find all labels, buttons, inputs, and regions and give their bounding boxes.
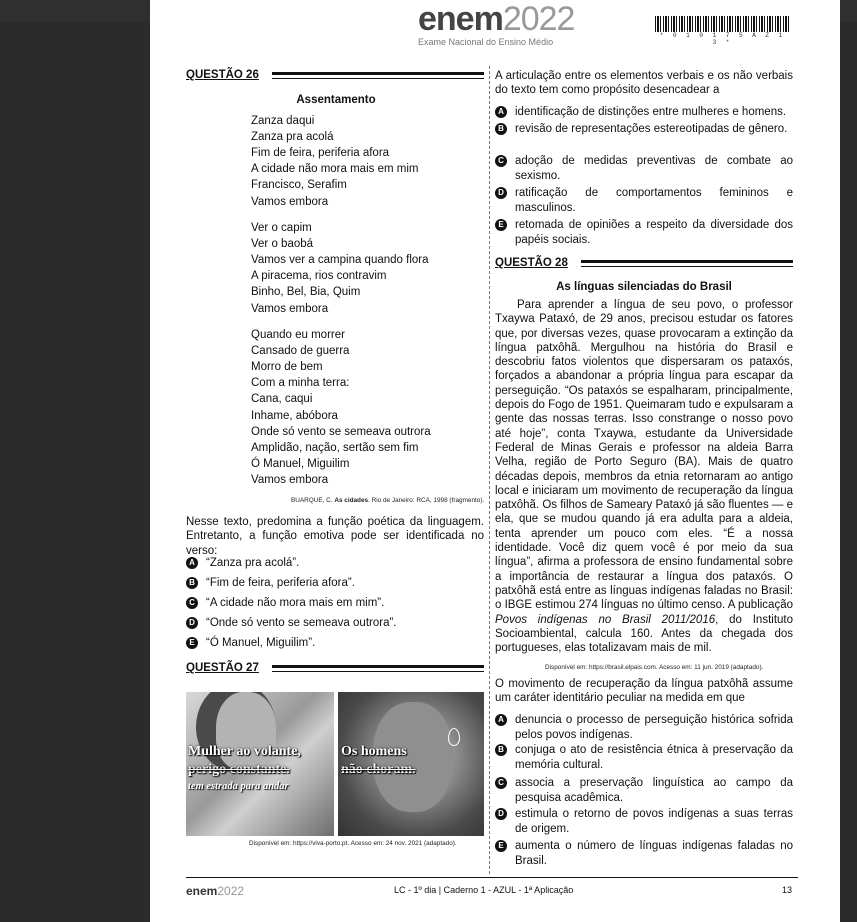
poem-line: Ver o baobá — [251, 238, 314, 251]
poem-line: Com a minha terra: — [251, 377, 350, 390]
question-label: QUESTÃO 27 — [186, 662, 259, 674]
image-caption: perigo constante. — [188, 762, 290, 777]
option-letter-badge: D — [186, 617, 198, 629]
option-text: associa a preservação linguística ao campo da pesquisa acadêmica. — [515, 777, 793, 804]
option-text: ratificação de comportamentos femininos e masculinos. — [515, 187, 793, 214]
header-rule — [272, 665, 484, 672]
column-divider — [489, 66, 490, 874]
option-b[interactable] — [495, 743, 793, 773]
option-e[interactable] — [495, 839, 793, 869]
option-e[interactable] — [495, 218, 793, 248]
option-letter-badge: E — [495, 219, 507, 231]
option-b[interactable] — [495, 122, 793, 152]
option-text: conjuga o ato de resistência étnica à preservação da memória cultural. — [515, 744, 793, 771]
question-26-stem: Nesse texto, predomina a função poética da linguagem. Entretanto, a função emotiva pode ser identificada no verso: — [186, 516, 484, 557]
option-letter-badge: C — [495, 155, 507, 167]
poem-line: Vamos ver a campina quando flora — [251, 254, 429, 267]
question-label: QUESTÃO 28 — [495, 257, 568, 269]
poem-title: Assentamento — [296, 94, 376, 106]
option-letter-badge: E — [495, 840, 507, 852]
option-text: denuncia o processo de perseguição histórica sofrida pelos povos indígenas. — [515, 714, 793, 741]
poem-line: Morro de bem — [251, 361, 323, 374]
poem-line: A piracema, rios contravim — [251, 270, 387, 283]
poem-line: Inhame, abóbora — [251, 409, 338, 422]
option-letter-badge: D — [495, 187, 507, 199]
option-text: “Onde só vento se semeava outrora”. — [206, 617, 397, 629]
poem-line: Vamos embora — [251, 195, 329, 208]
option-letter-badge: D — [495, 808, 507, 820]
option-text: aumenta o número de línguas indígenas faladas no Brasil. — [515, 840, 793, 867]
poem-line: Ó Manuel, Miguilim — [251, 457, 350, 470]
option-text: identificação de distinções entre mulheres e homens. — [515, 106, 787, 118]
poem-line: A cidade não mora mais em mim — [251, 163, 419, 176]
option-d[interactable] — [495, 186, 793, 216]
article-title: As línguas silenciadas do Brasil — [556, 281, 732, 293]
poem-credit: BUARQUE, C. As cidades. Rio de Janeiro: RCA, 1998 (fragmento). — [291, 497, 485, 504]
footer-logo: enem2022 — [186, 884, 245, 898]
option-letter-badge: C — [186, 597, 198, 609]
poem-line: Zanza pra acolá — [251, 131, 334, 144]
option-text: “Ó Manuel, Miguilim”. — [206, 637, 316, 649]
poem-line: Binho, Bel, Bia, Quim — [251, 286, 361, 299]
image-caption: tem estrada para andar — [188, 781, 289, 792]
barcode-text: * 0 1 0 1 7 5 A Z 1 3 * — [659, 32, 786, 46]
poem-line: Onde só vento se semeava outrora — [251, 425, 431, 438]
question-27-header — [186, 662, 484, 676]
option-text: revisão de representações estereotipadas de gênero. — [515, 123, 788, 135]
article-text: Para aprender a língua de seu povo, o professor Txaywa Pataxó, de 29 anos, precisou estudar os fatores que, por diversas vezes, quase provocaram a extinção da língua patxôhã. Mergulhou na história do Brasil e descobriu fatos violentos que dispersaram os pataxós, forçados a abandonar a própria língua para escapar da perseguição. “Os pataxós se espalharam, principalmente, depois do Fogo de 1951. Queimaram tudo e expulsaram a gente das nossas terras. Isso constrange o nosso povo até hoje”, conta Txaywa, estudante da Universidade Federal de Minas Gerais e professor na aldeia Barra Velha, região de Porto Seguro (BA). Mais de quatro décadas depois, membros da etnia retornaram ao antigo local e iniciaram um movimento de recuperação da língua patxôhã. Os filhos de Sameary Pataxó já são fluentes — e ela, que se mudou quando já era adulta para a aldeia, tenta aprender um pouco com eles. “É a nossa identidade. Você diz quem você é por meio da sua língua”, afirma a professora de ensino fundamental sobre a importância de restaurar a língua dos pataxós. O patxôhã está entre as línguas indígenas faladas no Brasil: o IBGE estimou 274 línguas no último censo. A publicação Povos indígenas no Brasil 2011/2016, do Instituto Socioambiental, calcula 160. Antes da chegada dos portugueses, elas totalizavam mais de mil. — [495, 299, 793, 655]
poem-line: Zanza daqui — [251, 115, 315, 127]
option-letter-badge: C — [495, 777, 507, 789]
enem-logo: enem2022 — [418, 0, 575, 38]
poem-line: Vamos embora — [251, 302, 329, 315]
option-text: adoção de medidas preventivas de combate ao sexismo. — [515, 155, 793, 182]
question-28-header — [495, 257, 793, 271]
footer-rule — [186, 877, 798, 878]
option-letter-badge: A — [495, 714, 507, 726]
ad-image-woman-driver — [186, 692, 334, 836]
image-caption: Mulher ao volante, — [188, 744, 301, 759]
header-subtitle: Exame Nacional do Ensino Médio — [418, 37, 554, 47]
header-rule — [272, 72, 484, 79]
barcode-icon — [655, 16, 790, 32]
image-credit: Disponível em: https://viva-porto.pt. Acesso em: 24 nov. 2021 (adaptado). — [249, 840, 457, 847]
poem-line: Ver o capim — [251, 222, 312, 234]
poem-line: Fim de feira, periferia afora — [251, 147, 390, 160]
header-rule — [581, 260, 793, 267]
option-text: “A cidade não mora mais em mim”. — [206, 597, 385, 609]
article-credit: Disponível em: https://brasil.elpais.com. Acesso em: 11 jun. 2019 (adaptado). — [545, 664, 764, 671]
question-26-header — [186, 69, 484, 83]
option-letter-badge: B — [495, 123, 507, 135]
question-label: QUESTÃO 26 — [186, 69, 259, 81]
ad-image-crying-man — [338, 692, 484, 836]
exam-page — [150, 0, 840, 922]
option-letter-badge: A — [186, 557, 198, 569]
poem-line: Cana, caqui — [251, 393, 313, 406]
poem-line: Francisco, Serafim — [251, 179, 347, 192]
question-28-stem: O movimento de recuperação da língua patxôhã assume um caráter identitário peculiar na medida em que — [495, 678, 793, 705]
option-text: estimula o retorno de povos indígenas a suas terras de origem. — [515, 808, 793, 835]
poem-line: Quando eu morrer — [251, 329, 345, 341]
option-text: retomada de opiniões a respeito da diversidade dos papéis sociais. — [515, 219, 793, 246]
footer-caderno: LC - 1º dia | Caderno 1 - AZUL - 1ª Aplicação — [394, 885, 574, 895]
poem-line: Amplidão, nação, sertão sem fim — [251, 441, 419, 454]
option-letter-badge: B — [495, 744, 507, 756]
question-27-stem: A articulação entre os elementos verbais e os não verbais do texto tem como propósito desencadear a — [495, 70, 793, 97]
option-letter-badge: A — [495, 106, 507, 118]
option-d[interactable] — [495, 807, 793, 837]
image-caption: não choram. — [341, 762, 416, 777]
option-letter-badge: B — [186, 577, 198, 589]
image-caption: Os homens — [341, 744, 407, 759]
option-text: “Fim de feira, periferia afora”. — [206, 577, 355, 589]
poem-line: Cansado de guerra — [251, 345, 350, 358]
poem-line: Vamos embora — [251, 473, 329, 486]
option-letter-badge: E — [186, 637, 198, 649]
page-number: 13 — [782, 885, 793, 895]
option-text: “Zanza pra acolá”. — [206, 557, 300, 569]
option-a[interactable] — [495, 713, 793, 743]
option-c[interactable] — [495, 154, 793, 184]
option-c[interactable] — [495, 776, 793, 806]
tear-icon — [448, 728, 460, 746]
